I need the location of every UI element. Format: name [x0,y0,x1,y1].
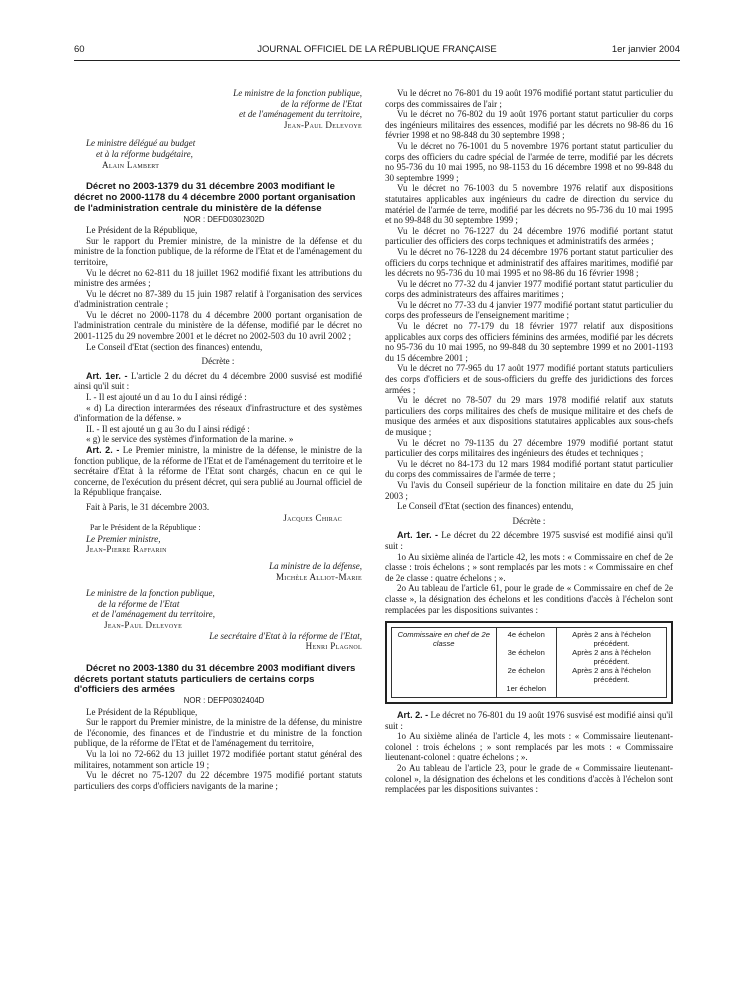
signatory-name: Jean-Pierre Raffarin [86,544,167,555]
signatory-title: Le ministre de la fonction publique, [233,88,362,98]
article-paragraph: I. - Il est ajouté un d au 1o du I ainsi rédigé : [86,392,247,403]
grade-cell: Commissaire en chef de 2e classe [397,630,490,649]
signatory-name: Henri Plagnol [305,641,362,652]
article-label: Art. 2. - [86,445,120,456]
echelon-cell: 4e échelon [507,630,545,640]
decree-paragraph: Vu le décret no 76-1003 du 5 novembre 1976 relatif aux dispositions statutaires applicables aux ingénieurs du cadre de direction du service du matériel de l'armée de terre, modifié par les décrets no 95-736 du 10 mai 1995 et no 99-848 du 30 septembre 1999 ; [385,183,673,226]
article-text: Le Premier ministre, la ministre de la défense, le ministre de la fonction publique, de la réforme de l'Etat et de l'aménagement du territoire et le secrétaire d'Etat à la réforme de l'Etat sont chargés, chacun en ce qui le concerne, de l'exécution du présent décret, qui sera publié au Journal officiel de la République française. [74,445,362,498]
decree-paragraph: Vu le décret no 87-389 du 15 juin 1987 relatif à l'organisation des services d'administration centrale ; [74,288,362,310]
decree-title: Décret no 2003-1380 du 31 décembre 2003 modifiant divers décrets portant statuts particuliers de certains corps d'officiers des armées [74,662,356,696]
signatory-name: Jean-Paul Delevoye [283,119,362,130]
signatory-title: et de l'aménagement du territoire, [239,109,362,120]
signatory-title: Le ministre délégué au budget [86,138,196,149]
decree-paragraph: Le Président de la République, [86,225,198,236]
decree-paragraph: Vu le décret no 77-32 du 4 janvier 1977 modifié portant statut particulier du corps des administrateurs des affaires maritimes ; [385,278,673,300]
article-paragraph: 2o Au tableau de l'article 23, pour le grade de « Commissaire lieutenant-colonel », la désignation des échelons et les conditions d'accès à l'échelon sont remplacées par les dispositions suivantes : [385,763,673,795]
duration-column [557,628,667,698]
decree-paragraph: Vu le décret no 76-1227 du 24 décembre 1976 modifié portant statut particulier des officiers des corps techniques et administratifs des armées ; [385,225,673,247]
decree-paragraph: Le Conseil d'Etat (section des finances) entendu, [397,501,574,512]
decrete-heading: Décrète : [512,515,546,526]
decree-title: Décret no 2003-1379 du 31 décembre 2003 modifiant le décret no 2000-1178 du 4 décembre 2000 portant organisation de l'administration centrale du ministère de la défense [74,181,356,214]
decree-paragraph: Le Conseil d'Etat (section des finances) entendu, [86,341,263,352]
duration-cell: Après 2 ans à l'échelon précédent. [572,648,651,667]
decree-paragraph: Vu la loi no 72-662 du 13 juillet 1972 modifiée portant statut général des militaires, notamment son article 19 ; [74,749,362,770]
duration-cell: Après 2 ans à l'échelon précédent. [572,666,651,685]
left-column [74,88,362,983]
issue-date: 1er janvier 2004 [611,44,680,55]
par-le-president: Par le Président de la République : [90,523,201,533]
decree-paragraph: Sur le rapport du Premier ministre, de la ministre de la défense et du ministre de la fonction publique, de la réforme de l'Etat et de l'aménagement du territoire, [74,235,362,267]
nor-reference: NOR : DEFD0302302D [183,214,265,224]
signatory-name: Michèle Alliot-Marie [275,571,362,582]
signatory-title: Le secrétaire d'Etat à la réforme de l'Etat, [209,630,362,641]
nor-reference: NOR : DEFP0302404D [183,696,265,706]
decree-paragraph: Vu le décret no 76-1001 du 5 novembre 1976 portant statut particulier du corps des officiers du cadre spécial de l'armée de terre, modifié par les décrets no 95-736 du 10 mai 1995, no 98-1153 du 16 décembre 1998 et no 99-848 du 30 septembre 1999 ; [385,140,673,183]
decree-paragraph: Vu le décret no 62-811 du 18 juillet 1962 modifié fixant les attributions du ministre des armées ; [74,267,362,289]
decree-paragraph: Vu le décret no 77-965 du 17 août 1977 modifié portant statuts particuliers des corps d'officiers et de sous-officiers du greffe des juridictions des forces armées ; [385,363,673,395]
article-label: Art. 2. - [397,710,429,721]
article-paragraph: « d) La direction interarmées des réseaux d'infrastructure et des systèmes d'information de la défense. » [74,402,362,424]
decree-paragraph: Vu le décret no 78-507 du 29 mars 1978 modifié relatif aux statuts particuliers des corps militaires des chefs de musique militaire et des chefs de musique des armées et aux dispositions statutaires applicables aux sous-chefs de musique ; [385,395,673,437]
decree-paragraph: Vu le décret no 79-1135 du 27 décembre 1979 modifié portant statut particulier des corps militaires des ingénieurs des études et techniques ; [385,437,673,459]
article-paragraph [385,710,673,731]
decree-paragraph: Vu le décret no 76-1228 du 24 décembre 1976 portant statut particulier des officiers du corps technique et administratif des affaires maritimes, modifié par les décrets no 95-736 du 10 mai 1995 et no 98-86 du 16 février 1998 ; [385,246,673,279]
echelon-table [385,621,673,704]
echelon-cell: 2e échelon [507,666,545,676]
article-label: Art. 1er. - [86,370,128,381]
signatory-title: de la réforme de l'Etat [280,98,362,109]
signatory-title: Le Premier ministre, [86,533,161,544]
decree-paragraph: Sur le rapport du Premier ministre, de la ministre de la défense, du ministre de l'économie, des finances et de l'industrie et du ministre de la fonction publique, de la réforme de l'Etat et de l'aménagement du territoire, [74,717,362,749]
article-text: Le décret no 76-801 du 19 août 1976 susvisé est modifié ainsi qu'il suit : [385,710,673,731]
article-paragraph: 2o Au tableau de l'article 61, pour le grade de « Commissaire en chef de 2e classe », la désignation des échelons et les conditions d'accès à l'échelon sont remplacées par les dispositions suivantes : [385,583,673,615]
article-paragraph [385,530,673,551]
decree-paragraph: Vu le décret no 77-179 du 18 février 1977 relatif aux dispositions applicables aux corps des officiers féminins des armées, modifié par les décrets no 95-736 du 10 mai 1995, no 99-848 du 30 septembre 1999 et no 2001-1193 du 15 décembre 2001 ; [385,321,673,363]
decree-paragraph: Vu le décret no 75-1207 du 22 décembre 1975 modifié portant statuts particuliers des corps d'officiers navigants de la marine ; [74,770,362,791]
decree-paragraph: Vu le décret no 76-802 du 19 août 1976 portant statut particulier du corps des ingénieurs militaires des essences, modifié par les décrets no 98-86 du 16 février 1998 et no 98-848 du 30 septembre 1998 ; [385,109,673,141]
article-paragraph: 1o Au sixième alinéa de l'article 42, les mots : « Commissaire en chef de 2e classe : trois échelons ; » sont remplacés par les mots : « Commissaire en chef de 2e classe : quatre échelons ; ». [385,551,673,583]
echelon-cell: 1er échelon [506,684,547,694]
page-number: 60 [74,44,85,55]
decree-paragraph: Vu le décret no 76-801 du 19 août 1976 modifié portant statut particulier du corps des commissaires de l'air ; [385,88,673,109]
decrete-heading: Décrète : [201,356,235,367]
duration-cell [561,684,662,695]
signatory-title: La ministre de la défense, [269,560,362,571]
article-text: Le décret du 22 décembre 1975 susvisé est modifié ainsi qu'il suit : [385,530,673,551]
article-paragraph [74,445,362,498]
signatory-title: Le ministre de la fonction publique, [86,588,215,599]
right-column [385,88,673,983]
signatory-title: et à la réforme budgétaire, [96,148,193,159]
decree-paragraph: Le Président de la République, [86,706,198,717]
duration-cell: Après 2 ans à l'échelon précédent. [572,630,651,649]
echelon-grid [391,627,667,698]
article-paragraph [74,371,362,392]
signatory-title: de la réforme de l'Etat [98,598,180,609]
decree-paragraph: Vu le décret no 2000-1178 du 4 décembre 2000 portant organisation de l'administration centrale du ministère de la défense, modifié par le décret no 2001-1125 du 29 novembre 2001 et le décret no 2002-503 du 10 avril 2002 ; [74,309,362,342]
echelon-cell: 3e échelon [507,648,545,658]
signing-place-date: Fait à Paris, le 31 décembre 2003. [86,501,210,512]
echelon-column [496,628,557,698]
signatory-name: Jean-Paul Delevoye [104,619,183,630]
article-label: Art. 1er. - [397,530,439,541]
journal-title: JOURNAL OFFICIEL DE LA RÉPUBLIQUE FRANÇAISE [257,44,497,55]
article-paragraph: « g) le service des systèmes d'information de la marine. » [86,434,294,445]
signatory-name: Alain Lambert [102,159,160,170]
decree-paragraph: Vu le décret no 77-33 du 4 janvier 1977 modifié portant statut particulier du corps des professeurs de l'enseignement maritime ; [385,299,673,321]
running-header [74,44,680,61]
president-name: Jacques Chirac [283,512,342,523]
signatory-title: et de l'aménagement du territoire, [92,609,215,620]
article-paragraph: II. - Il est ajouté un g au 3o du I ainsi rédigé : [86,423,250,434]
article-text: L'article 2 du décret du 4 décembre 2000 susvisé est modifié ainsi qu'il suit : [74,370,362,392]
article-paragraph: 1o Au sixième alinéa de l'article 4, les mots : « Commissaire lieutenant-colonel : trois échelons ; » sont remplacés par les mots : « Commissaire lieutenant-colonel : quatre échelons ; ». [385,731,673,763]
decree-paragraph: Vu l'avis du Conseil supérieur de la fonction militaire en date du 25 juin 2003 ; [385,479,673,501]
decree-paragraph: Vu le décret no 84-173 du 12 mars 1984 modifié portant statut particulier du corps des commissaires de l'armée de terre ; [385,458,673,480]
